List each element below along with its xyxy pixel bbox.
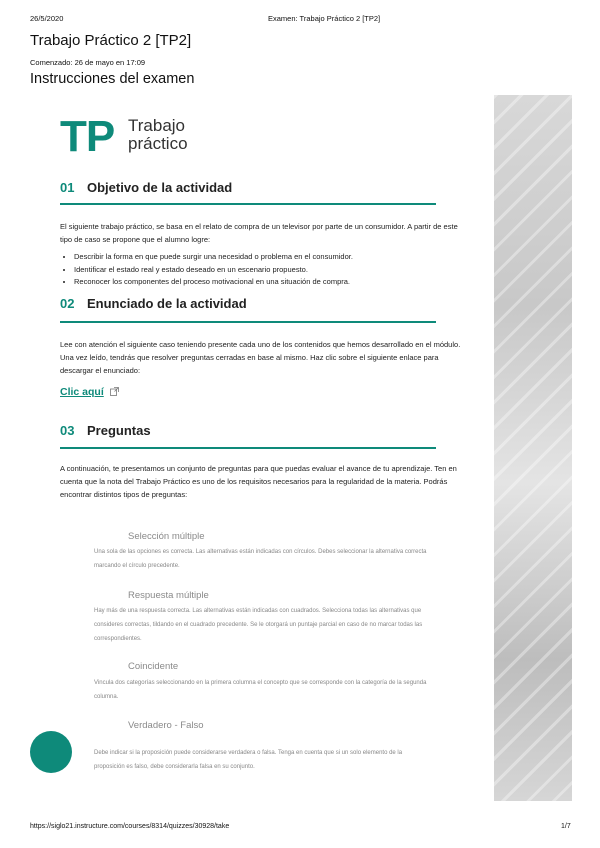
- page-title: Trabajo Práctico 2 [TP2]: [30, 32, 192, 49]
- section-03-title: Preguntas: [87, 423, 151, 438]
- tp-logo-mark: TP: [60, 112, 115, 161]
- decorative-image: [494, 95, 572, 801]
- qtype-coincidente-desc: Vincula dos categorías seleccionando en la primera columna el concepto que se corresponde con la categoría de la segunda columna.: [94, 680, 427, 700]
- download-link[interactable]: Clic aquí: [60, 386, 104, 398]
- print-title: Examen: Trabajo Práctico 2 [TP2]: [268, 14, 381, 23]
- section-02-paragraph: Lee con atención el siguiente caso teniendo presente cada uno de los contenidos que hemos desarrollado en el módulo. Una vez leído, tendrás que resolver preguntas cerradas en base al mismo. Haz clic sobre el siguiente enlace para descargar el enunciado:: [60, 340, 461, 375]
- bullet-item: • Reconocer los componentes del proceso motivacional en una situación de compra.: [74, 276, 476, 289]
- qtype-seleccion-multiple-desc: Una sola de las opciones es correcta. Las alternativas están indicadas con círculos. Debes seleccionar la alternativa correcta marcando el círculo precedente.: [94, 549, 427, 569]
- section-01-title: Objetivo de la actividad: [87, 180, 233, 195]
- footer-url: https://siglo21.instructure.com/courses/8314/quizzes/30928/take: [30, 823, 230, 830]
- section-01-bullet-list: [60, 251, 476, 289]
- section-02-title: Enunciado de la actividad: [87, 296, 247, 311]
- section-01-paragraph: El siguiente trabajo práctico, se basa en el relato de compra de un televisor por parte de un consumidor. A partir de este tipo de caso se propone que el alumno logre:: [60, 222, 458, 244]
- section-03-paragraph: A continuación, te presentamos un conjunto de preguntas para que puedas evaluar el avance de tu aprendizaje. Ten en cuenta que la nota del Trabajo Práctico es uno de los requisitos necesarios para la regularidad de la materia. Podrás encontrar distintos tipos de preguntas:: [60, 464, 457, 499]
- section-01-divider: [60, 203, 436, 205]
- qtype-respuesta-multiple-desc: Hay más de una respuesta correcta. Las alternativas están indicadas con cuadrados. Selecciona todas las alternativas que consideres correctas, tildando en el cuadrado precedente. Se le otorgará un puntaje parcial en caso de no marcar todas las correspondientes.: [94, 608, 423, 642]
- section-03-number: 03: [60, 423, 75, 438]
- external-link-icon[interactable]: [110, 387, 119, 396]
- qtype-verdadero-falso-desc: Debe indicar si la proposición puede considerarse verdadera o falsa. Tenga en cuenta que si un solo elemento de la proposición es falso, debe considerarla falsa en su conjunto.: [94, 750, 403, 770]
- started-timestamp: Comenzado: 26 de mayo en 17:09: [30, 58, 146, 67]
- tp-logo-text: [128, 117, 188, 153]
- section-02-number: 02: [60, 296, 75, 311]
- qtype-verdadero-falso-title: Verdadero - Falso: [128, 720, 204, 731]
- decorative-circle: [30, 731, 72, 773]
- tp-logo-line1: Trabajo: [128, 116, 186, 135]
- instructions-heading: Instrucciones del examen: [30, 71, 195, 87]
- bullet-item: • Describir la forma en que puede surgir una necesidad o problema en el consumidor.: [74, 251, 476, 264]
- footer-page-number: 1/7: [561, 823, 571, 830]
- section-03-divider: [60, 447, 436, 449]
- download-link-wrap[interactable]: [60, 382, 119, 400]
- section-02-divider: [60, 321, 436, 323]
- qtype-coincidente-title: Coincidente: [128, 661, 179, 672]
- qtype-seleccion-multiple-title: Selección múltiple: [128, 531, 205, 542]
- print-date: 26/5/2020: [30, 14, 64, 23]
- bullet-item: • Identificar el estado real y estado deseado en un escenario propuesto.: [74, 264, 476, 277]
- section-01-number: 01: [60, 180, 75, 195]
- qtype-respuesta-multiple-title: Respuesta múltiple: [128, 590, 209, 601]
- tp-logo-line2: práctico: [128, 134, 188, 153]
